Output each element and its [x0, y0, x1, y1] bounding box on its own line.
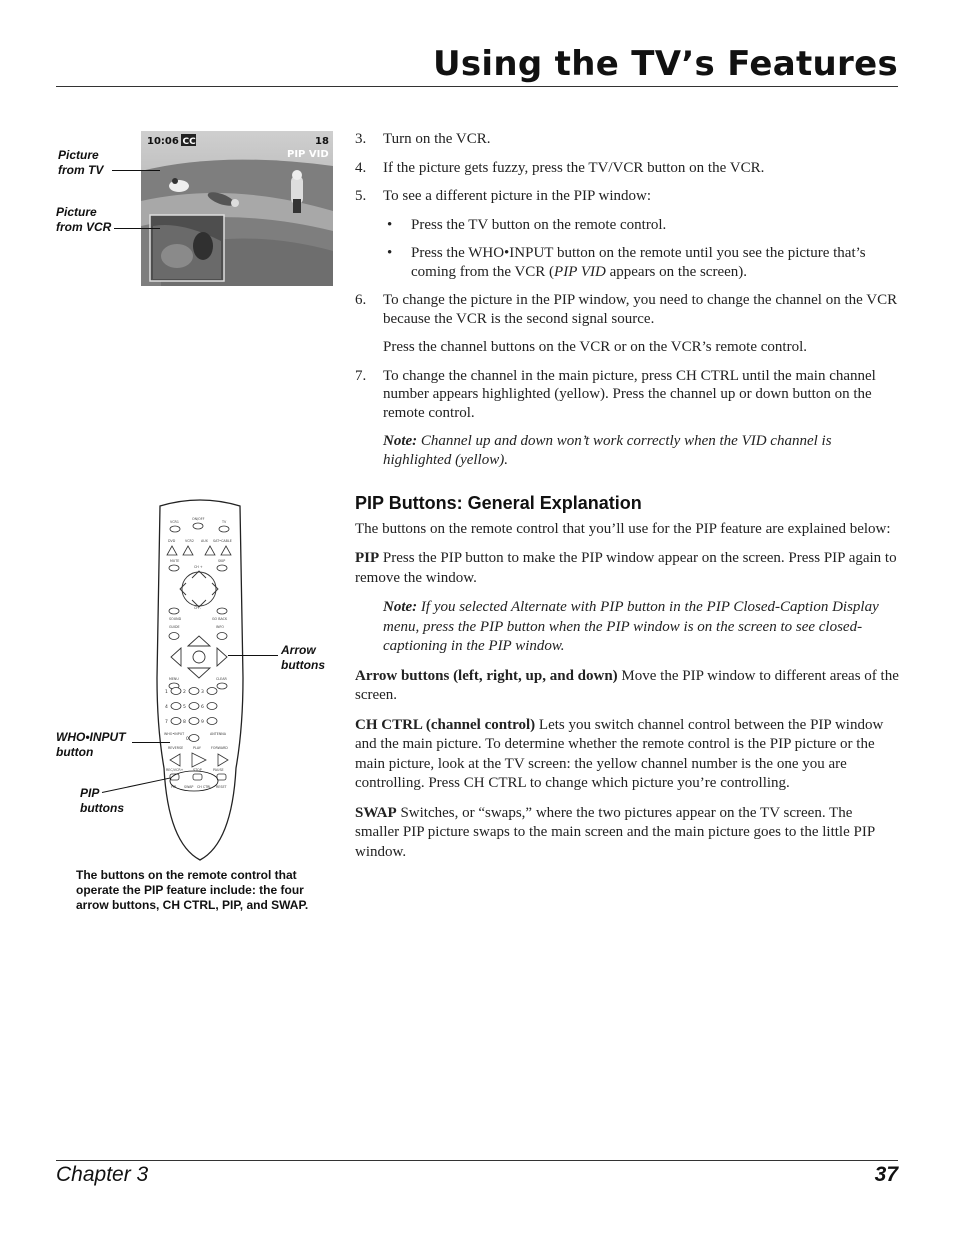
pip-buttons-section: [355, 494, 900, 872]
remote-label: FORWARD: [211, 746, 228, 750]
tv-screen-photo: [141, 131, 333, 286]
digit-label: 9: [201, 720, 204, 725]
definition-text: Press the PIP button to make the PIP window appear on the screen. Press PIP again to remove the window.: [355, 550, 897, 586]
pip-definition: [355, 549, 900, 588]
definition-text: Move the PIP window to different areas of the screen.: [355, 667, 899, 703]
step-text: If the picture gets fuzzy, press the TV/VCR button on the VCR.: [383, 159, 765, 176]
section-heading: PIP Buttons: General Explanation: [355, 493, 642, 513]
remote-label: GUIDE: [169, 625, 180, 629]
remote-skip-button: [217, 565, 227, 571]
pip-note: [355, 598, 900, 657]
step-text: To see a different picture in the PIP window:: [383, 188, 652, 204]
remote-label: STOP: [193, 768, 202, 772]
callout-pip-buttons: [80, 786, 124, 816]
digit-label: 3: [201, 690, 204, 695]
remote-label: SWAP: [184, 785, 194, 789]
callout-line: WHO•INPUT: [56, 730, 126, 744]
callout-line: PIP: [80, 786, 100, 800]
steps-list: [355, 130, 900, 479]
remote-label: RESET: [216, 785, 227, 789]
remote-label: REC/VCR+: [166, 768, 184, 772]
chctrl-definition: [355, 716, 900, 794]
remote-caption: The buttons on the remote control that operate the PIP feature include: the four arrow buttons, CH CTRL, PIP, and SWAP.: [76, 868, 309, 912]
remote-control-drawing: [150, 498, 250, 868]
remote-label: SOUND: [169, 617, 182, 621]
digit-label: 6: [201, 705, 204, 710]
term: CH CTRL (channel control): [355, 716, 536, 733]
swap-definition: [355, 804, 900, 863]
remote-label: MUTE: [170, 559, 180, 563]
callout-line: Arrow: [281, 643, 316, 657]
remote-label: AUX: [201, 539, 208, 543]
note-label: Note:: [383, 433, 418, 449]
definition-text: Lets you switch channel control between the PIP window and the main picture. To determine whether the remote control is the PIP picture or the main picture, look at the TV screen: the yellow channel number is the one you are controlling. Press CH CTRL to change which picture you’re controlling.: [355, 716, 884, 791]
remote-label: PIP: [171, 785, 176, 789]
arrow-definition: [355, 667, 900, 706]
step-7: [355, 367, 900, 423]
pip-vid-label: PIP VID: [287, 149, 329, 160]
step-5: [355, 187, 900, 206]
footer-chapter: Chapter 3: [56, 1163, 149, 1186]
step-number: 5.: [355, 188, 367, 204]
step-number: 3.: [355, 131, 367, 147]
callout-line: Picture: [58, 148, 99, 162]
remote-label: PLAY: [193, 746, 201, 750]
step-text: Turn on the VCR.: [383, 131, 491, 147]
term: PIP: [355, 550, 380, 566]
remote-tv-button: [219, 526, 229, 532]
callout-picture-from-vcr: [56, 205, 111, 235]
remote-label: MENU: [169, 677, 179, 681]
note-text: Channel up and down won’t work correctly when the VID channel is highlighted (yellow).: [383, 433, 832, 468]
digit-label: 0: [186, 737, 189, 742]
step-5-bullet-2: [383, 244, 900, 281]
remote-label: INFO: [216, 625, 224, 629]
callout-line: from VCR: [56, 220, 112, 234]
header-rule: [56, 86, 898, 87]
remote-control-illustration: [150, 498, 250, 868]
channel-number: 18: [315, 136, 329, 147]
leader-line-arrow: [228, 655, 278, 656]
term: Arrow buttons (left, right, up, and down): [355, 667, 618, 684]
step-text: To change the channel in the main picture, press CH CTRL until the main channel number appears highlighted (yellow). Press the channel up or down button on the remote control.: [383, 367, 876, 421]
bullet-text: Press the TV button on the remote control.: [411, 216, 667, 233]
remote-ch-vol-pad: [182, 572, 216, 606]
remote-label: WHO•INPUT: [164, 732, 185, 736]
step-number: 4.: [355, 159, 367, 176]
remote-power-button: [193, 523, 203, 529]
leader-line-tv: [112, 170, 160, 171]
race-track-image: [141, 131, 333, 286]
remote-vcr1-button: [170, 526, 180, 532]
definition-text: Switches, or “swaps,” where the two pictures appear on the TV screen. The smaller PIP picture swaps to the main screen and the main picture goes to the little PIP window.: [355, 804, 875, 860]
bullet-text: appears on the screen).: [605, 263, 748, 280]
remote-label: ANTENNA: [210, 732, 227, 736]
remote-label: ON/OFF: [192, 517, 205, 521]
remote-label: CH +: [194, 565, 203, 569]
section-intro: The buttons on the remote control that you’ll use for the PIP feature are explained below:: [355, 520, 891, 537]
note-label: Note:: [383, 599, 418, 615]
bullet-emphasis: PIP VID: [554, 263, 606, 280]
step-6-sub: Press the channel buttons on the VCR or on the VCR’s remote control.: [383, 339, 807, 355]
bullet-text: Press the WHO•INPUT button on the remote until you see the picture that’s coming from the VCR (: [411, 245, 866, 280]
callout-line: buttons: [80, 801, 124, 815]
remote-label: DVD: [168, 539, 176, 543]
remote-label: SKIP: [218, 559, 226, 563]
page-title: Using the TV’s Features: [432, 44, 898, 84]
remote-mute-button: [169, 565, 179, 571]
callout-arrow-buttons: [281, 643, 325, 673]
step-7-note: [355, 432, 900, 469]
leader-line-who: [132, 742, 170, 743]
callout-line: buttons: [281, 658, 325, 672]
callout-line: Picture: [56, 205, 97, 219]
note-text: If you selected Alternate with PIP button in the PIP Closed-Caption Display menu, press the PIP button when the PIP window is on the screen to see closed-captioning in the PIP window.: [383, 599, 879, 654]
digit-label: 2: [183, 690, 186, 695]
bullet-icon: •: [387, 245, 393, 261]
remote-label: VCR1: [170, 520, 179, 524]
remote-label: SAT•CABLE: [213, 539, 232, 543]
step-text: To change the picture in the PIP window, you need to change the channel on the VCR because the VCR is the second signal source.: [383, 292, 898, 327]
callout-line: from TV: [58, 163, 104, 177]
leader-line-vcr: [114, 228, 160, 229]
cc-badge-label: CC: [182, 137, 196, 147]
step-4: [355, 159, 900, 178]
page-number: 37: [874, 1163, 898, 1186]
callout-line: button: [56, 745, 94, 759]
remote-label: CLEAR: [216, 677, 227, 681]
step-6: [355, 291, 900, 328]
bullet-icon: •: [387, 216, 393, 233]
step-3: [355, 130, 900, 149]
step-number: 7.: [355, 367, 367, 384]
step-number: 6.: [355, 292, 367, 308]
remote-label: TV: [222, 520, 227, 524]
term: SWAP: [355, 804, 397, 821]
remote-label: REVERSE: [168, 746, 184, 750]
remote-label: VCR2: [185, 539, 194, 543]
digit-label: 4: [165, 705, 168, 710]
footer-rule: [56, 1160, 898, 1161]
digit-label: 8: [183, 720, 186, 725]
remote-label: CH -: [194, 606, 202, 610]
step-5-bullet-1: [383, 216, 900, 235]
clock-readout: 10:06: [147, 136, 179, 147]
remote-label: CH CTRL: [197, 785, 212, 789]
digit-label: 7: [165, 720, 168, 725]
callout-picture-from-tv: [58, 148, 103, 178]
remote-label: GO BACK: [212, 617, 228, 621]
callout-who-input-button: [56, 730, 126, 760]
digit-label: 5: [183, 705, 186, 710]
remote-label: PAUSE: [213, 768, 224, 772]
digit-label: 1: [165, 690, 168, 695]
